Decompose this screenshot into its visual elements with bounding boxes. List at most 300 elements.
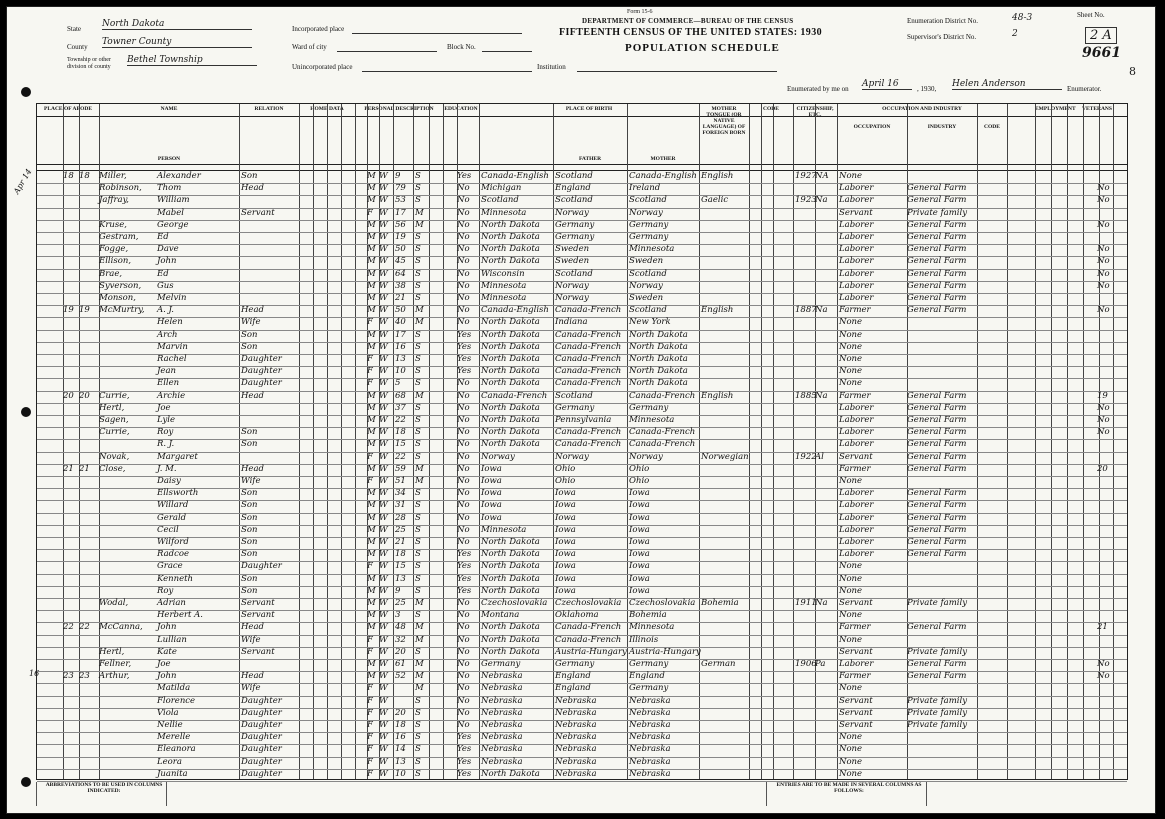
cell-relation: Daughter — [241, 561, 282, 572]
cell-industry: General Farm — [907, 183, 967, 194]
cell-father-bp: Canada-French — [555, 341, 622, 352]
cell-occupation: None — [839, 732, 863, 743]
cell-occupation: None — [839, 610, 863, 621]
cell-age: 15 — [395, 439, 406, 450]
cell-surname: Currie, — [99, 390, 130, 401]
cell-school: No — [457, 646, 470, 657]
ward-label: Ward of city — [292, 43, 327, 51]
cell-marital: M — [415, 207, 424, 218]
cell-marital: S — [415, 329, 421, 340]
state-label: State — [67, 25, 81, 33]
cell-father-bp: Germany — [555, 402, 595, 413]
cell-marital: S — [415, 439, 421, 450]
cell-father-bp: Iowa — [555, 512, 576, 523]
cell-cit: Na — [815, 598, 828, 608]
cell-marital: S — [415, 402, 421, 413]
cell-mother-bp: Norway — [629, 207, 663, 218]
cell-occupation: Laborer — [839, 537, 874, 547]
cell-birthplace: North Dakota — [481, 354, 540, 364]
group-veterans: VETERANS — [1082, 106, 1112, 112]
group-code: CODE — [763, 106, 779, 112]
cell-school: No — [457, 720, 470, 730]
cell-marital: S — [415, 183, 421, 194]
cell-father-bp: Nebraska — [555, 768, 597, 779]
cell-birthplace: North Dakota — [481, 317, 540, 328]
cell-age: 28 — [395, 512, 406, 523]
cell-father-bp: Sweden — [555, 244, 590, 255]
cell-dwelling: 20 — [63, 390, 74, 401]
cell-age: 18 — [395, 549, 406, 560]
cell-sex: F — [367, 207, 373, 218]
cell-occupation: Farmer — [839, 390, 871, 401]
cell-mother-bp: Illinois — [629, 634, 659, 645]
group-education: EDUCATION — [444, 106, 478, 112]
cell-race: W — [379, 317, 388, 328]
cell-marital: M — [415, 659, 424, 669]
cell-occupation: Laborer — [839, 524, 874, 535]
cell-industry: General Farm — [907, 390, 967, 401]
cell-occupation: None — [839, 329, 863, 340]
cell-school: No — [457, 317, 470, 328]
cell-birthplace: North Dakota — [481, 256, 540, 267]
cell-industry: General Farm — [907, 195, 967, 206]
cell-immig: 1906 — [795, 659, 817, 669]
cell-surname: Hertl, — [99, 402, 125, 413]
cell-industry: General Farm — [907, 537, 967, 547]
table-row — [37, 427, 1127, 440]
cell-race: W — [379, 512, 388, 523]
cell-race: W — [379, 366, 388, 377]
cell-occupation: Servant — [839, 695, 873, 706]
cell-given: John — [157, 256, 177, 267]
cell-race: W — [379, 207, 388, 218]
cell-school: No — [457, 207, 470, 218]
cell-industry: Private family — [907, 646, 968, 657]
table-row — [37, 525, 1127, 538]
cell-mother-bp: North Dakota — [629, 329, 688, 340]
subheader-mother: MOTHER — [650, 156, 676, 162]
cell-mother-bp: Scotland — [629, 195, 667, 206]
cell-school: Yes — [457, 549, 472, 560]
cell-age: 14 — [395, 744, 406, 755]
cell-sex: M — [367, 219, 376, 230]
cell-age: 15 — [395, 561, 406, 572]
cell-sex: M — [367, 268, 376, 279]
cell-school: No — [457, 524, 470, 535]
cell-mother-bp: Iowa — [629, 561, 650, 572]
cell-school: Yes — [457, 341, 472, 352]
cell-sex: M — [367, 549, 376, 560]
cell-cit: Al — [815, 451, 824, 462]
cell-relation: Head — [241, 671, 264, 682]
table-row — [37, 598, 1127, 611]
cell-marital: M — [415, 317, 424, 328]
cell-industry: General Farm — [907, 488, 967, 499]
cell-surname: Kruse, — [99, 219, 127, 230]
cell-school: No — [457, 232, 470, 242]
cell-dwelling: 19 — [63, 305, 74, 316]
cell-given: Marvin — [157, 341, 188, 352]
cell-school: No — [457, 195, 470, 206]
cell-given: Grace — [157, 561, 183, 572]
cell-given: A. J. — [157, 305, 174, 316]
cell-given: Jean — [157, 366, 176, 377]
cell-surname: Miller, — [99, 171, 127, 181]
footer-entries-detail — [926, 782, 1129, 806]
cell-occupation: None — [839, 378, 863, 389]
cell-father-bp: Nebraska — [555, 732, 597, 743]
cell-birthplace: North Dakota — [481, 634, 540, 645]
cell-age: 9 — [395, 585, 401, 596]
unincorporated-line — [362, 63, 532, 72]
cell-birthplace: North Dakota — [481, 341, 540, 352]
cell-family: 19 — [79, 305, 90, 316]
table-row — [37, 342, 1127, 355]
cell-race: W — [379, 646, 388, 657]
cell-age: 38 — [395, 280, 406, 291]
cell-relation: Daughter — [241, 695, 282, 706]
cell-school: No — [457, 622, 470, 633]
cell-school: No — [457, 219, 470, 230]
table-row — [37, 683, 1127, 696]
cell-given: Wilford — [157, 537, 189, 547]
cell-relation: Wife — [241, 683, 261, 694]
census-footer — [36, 782, 1128, 806]
cell-mother-bp: Nebraska — [629, 695, 671, 706]
cell-father-bp: Nebraska — [555, 744, 597, 755]
cell-father-bp: Austria-Hungary — [555, 646, 627, 657]
cell-race: W — [379, 732, 388, 743]
cell-birthplace: North Dakota — [481, 366, 540, 377]
cell-occupation: None — [839, 634, 863, 645]
cell-age: 22 — [395, 415, 406, 425]
cell-birthplace: North Dakota — [481, 561, 540, 572]
cell-marital: S — [415, 244, 421, 255]
cell-marital: S — [415, 171, 421, 181]
cell-mother-bp: Iowa — [629, 549, 650, 560]
cell-birthplace: Minnesota — [481, 280, 527, 291]
cell-vet: 21 — [1097, 622, 1108, 633]
table-row — [37, 732, 1127, 745]
cell-vet: No — [1097, 415, 1110, 425]
cell-father-bp: Pennsylvania — [555, 415, 612, 425]
cell-surname: Gestram, — [99, 232, 139, 242]
margin-note-apr16: 16 — [29, 669, 40, 678]
cell-mother-bp: Iowa — [629, 573, 650, 584]
cell-tongue: Bohemia — [701, 598, 739, 608]
cell-race: W — [379, 598, 388, 608]
cell-birthplace: Nebraska — [481, 695, 523, 706]
cell-father-bp: Iowa — [555, 500, 576, 511]
cell-age: 25 — [395, 598, 406, 608]
table-row — [37, 354, 1127, 367]
cell-sex: F — [367, 561, 373, 572]
cell-race: W — [379, 232, 388, 242]
cell-occupation: Laborer — [839, 415, 874, 425]
cell-school: Yes — [457, 366, 472, 377]
cell-vet: No — [1097, 219, 1110, 230]
cell-sex: M — [367, 512, 376, 523]
cell-age: 16 — [395, 341, 406, 352]
cell-mother-bp: Germany — [629, 402, 669, 413]
cell-race: W — [379, 524, 388, 535]
cell-sex: F — [367, 707, 373, 718]
cell-given: Merelle — [157, 732, 191, 743]
table-row — [37, 561, 1127, 574]
cell-vet: No — [1097, 268, 1110, 279]
cell-father-bp: Canada-French — [555, 378, 622, 389]
cell-birthplace: North Dakota — [481, 244, 540, 255]
enum-district-label: Enumeration District No. — [907, 17, 978, 25]
cell-sex: M — [367, 171, 376, 181]
cell-age: 25 — [395, 524, 406, 535]
cell-father-bp: Canada-French — [555, 354, 622, 364]
cell-father-bp: Canada-French — [555, 439, 622, 450]
cell-marital: S — [415, 268, 421, 279]
cell-school: No — [457, 634, 470, 645]
cell-marital: S — [415, 378, 421, 389]
cell-age: 59 — [395, 463, 406, 474]
cell-father-bp: England — [555, 683, 591, 694]
institution-line — [577, 63, 777, 72]
cell-sex: M — [367, 500, 376, 511]
cell-birthplace: Nebraska — [481, 756, 523, 767]
cell-industry: General Farm — [907, 256, 967, 267]
table-row — [37, 208, 1127, 221]
cell-sex: M — [367, 598, 376, 608]
cell-occupation: Laborer — [839, 219, 874, 230]
cell-industry: Private family — [907, 720, 968, 730]
punch-hole — [21, 87, 31, 97]
cell-age: 13 — [395, 756, 406, 767]
cell-father-bp: Canada-French — [555, 427, 622, 438]
cell-mother-bp: Nebraska — [629, 768, 671, 779]
table-row — [37, 183, 1127, 196]
cell-sex: M — [367, 280, 376, 291]
cell-industry: General Farm — [907, 402, 967, 413]
cell-mother-bp: North Dakota — [629, 378, 688, 389]
township-value: Bethel Township — [127, 55, 257, 66]
cell-surname: Sagen, — [99, 415, 129, 425]
cell-age: 21 — [395, 293, 406, 303]
cell-mother-bp: Austria-Hungary — [629, 646, 701, 657]
cell-relation: Son — [241, 439, 258, 450]
cell-industry: General Farm — [907, 305, 967, 316]
cell-father-bp: Indiana — [555, 317, 588, 328]
cell-relation: Daughter — [241, 768, 282, 779]
cell-race: W — [379, 268, 388, 279]
cell-race: W — [379, 659, 388, 669]
cell-marital: S — [415, 720, 421, 730]
sheet-label: Sheet No. — [1077, 11, 1105, 19]
cell-school: No — [457, 415, 470, 425]
block-line — [482, 43, 532, 52]
cell-sex: M — [367, 183, 376, 194]
cell-race: W — [379, 537, 388, 547]
cell-occupation: Laborer — [839, 183, 874, 194]
cell-sex: M — [367, 622, 376, 633]
cell-given: Roy — [157, 427, 174, 438]
cell-birthplace: Montana — [481, 610, 520, 621]
cell-father-bp: Germany — [555, 232, 595, 242]
cell-occupation: Laborer — [839, 549, 874, 560]
cell-race: W — [379, 768, 388, 779]
cell-father-bp: Ohio — [555, 476, 576, 486]
cell-race: W — [379, 610, 388, 621]
cell-birthplace: Minnesota — [481, 524, 527, 535]
cell-sex: F — [367, 683, 373, 694]
cell-sex: M — [367, 537, 376, 547]
cell-relation: Son — [241, 524, 258, 535]
enum-district-value: 48-3 — [1012, 13, 1033, 23]
cell-marital: S — [415, 195, 421, 206]
cell-sex: M — [367, 573, 376, 584]
cell-cit: Na — [815, 390, 828, 401]
cell-sex: M — [367, 305, 376, 316]
cell-occupation: Laborer — [839, 268, 874, 279]
cell-father-bp: Ohio — [555, 463, 576, 474]
cell-school: Yes — [457, 354, 472, 364]
cell-sex: F — [367, 476, 373, 486]
table-row — [37, 403, 1127, 416]
cell-school: No — [457, 244, 470, 255]
cell-father-bp: Oklahoma — [555, 610, 599, 621]
cell-given: Mabel — [157, 207, 184, 218]
cell-school: No — [457, 695, 470, 706]
incorporated-line — [352, 25, 522, 34]
cell-tongue: German — [701, 659, 736, 669]
cell-given: Florence — [157, 695, 196, 706]
cell-race: W — [379, 244, 388, 255]
cell-relation: Servant — [241, 610, 275, 621]
cell-father-bp: Germany — [555, 659, 595, 669]
cell-race: W — [379, 402, 388, 413]
cell-marital: S — [415, 512, 421, 523]
cell-relation: Son — [241, 512, 258, 523]
group-name: NAME — [160, 106, 178, 112]
subheader-father: FATHER — [578, 156, 602, 162]
cell-race: W — [379, 280, 388, 291]
cell-given: Joe — [157, 402, 171, 413]
cell-race: W — [379, 488, 388, 499]
cell-marital: S — [415, 415, 421, 425]
cell-school: No — [457, 659, 470, 669]
cell-given: Lyle — [157, 415, 176, 425]
cell-occupation: Laborer — [839, 195, 874, 206]
cell-sex: F — [367, 317, 373, 328]
cell-occupation: None — [839, 585, 863, 596]
cell-school: No — [457, 610, 470, 621]
cell-family: 21 — [79, 463, 90, 474]
cell-birthplace: Czechoslovakia — [481, 598, 548, 608]
census-title: FIFTEENTH CENSUS OF THE UNITED STATES: 1930 — [559, 27, 822, 38]
cell-father-bp: Nebraska — [555, 756, 597, 767]
cell-given: Arch — [157, 329, 178, 340]
cell-given: Gerald — [157, 512, 187, 523]
cell-marital: S — [415, 293, 421, 303]
table-row — [37, 378, 1127, 391]
cell-father-bp: Sweden — [555, 256, 590, 267]
cell-age: 50 — [395, 305, 406, 316]
cell-occupation: Farmer — [839, 671, 871, 682]
cell-cit: Pa — [815, 659, 826, 669]
cell-father-bp: Canada-French — [555, 366, 622, 377]
cell-family: 23 — [79, 671, 90, 682]
cell-birthplace: Minnesota — [481, 293, 527, 303]
cell-race: W — [379, 183, 388, 194]
table-row — [37, 769, 1127, 782]
cell-mother-bp: Canada-French — [629, 427, 696, 438]
cell-school: Yes — [457, 573, 472, 584]
cell-given: Alexander — [157, 171, 201, 181]
cell-school: No — [457, 305, 470, 316]
table-row — [37, 439, 1127, 452]
cell-sex: M — [367, 671, 376, 682]
cell-mother-bp: Iowa — [629, 500, 650, 511]
cell-school: No — [457, 512, 470, 523]
cell-father-bp: Iowa — [555, 537, 576, 547]
stamp-number: 9661 — [1082, 45, 1121, 61]
cell-marital: S — [415, 366, 421, 377]
cell-mother-bp: New York — [629, 317, 671, 328]
table-row — [37, 330, 1127, 343]
table-row — [37, 269, 1127, 282]
cell-father-bp: Canada-French — [555, 305, 622, 316]
cell-industry: General Farm — [907, 415, 967, 425]
cell-sex: M — [367, 232, 376, 242]
cell-race: W — [379, 744, 388, 755]
cell-sex: M — [367, 585, 376, 596]
cell-industry: Private family — [907, 207, 968, 218]
table-row — [37, 476, 1127, 489]
cell-industry: General Farm — [907, 524, 967, 535]
cell-father-bp: Canada-French — [555, 622, 622, 633]
cell-age: 20 — [395, 646, 406, 657]
footer-entries: ENTRIES ARE TO BE MADE IN SEVERAL COLUMNS AS FOLLOWS: — [766, 782, 929, 806]
cell-school: No — [457, 537, 470, 547]
cell-dwelling: 18 — [63, 171, 74, 181]
table-row — [37, 574, 1127, 587]
cell-relation: Wife — [241, 317, 261, 328]
table-row — [37, 635, 1127, 648]
cell-school: No — [457, 707, 470, 718]
cell-marital: S — [415, 488, 421, 499]
cell-father-bp: Iowa — [555, 524, 576, 535]
cell-occupation: Servant — [839, 646, 873, 657]
cell-school: No — [457, 427, 470, 438]
cell-birthplace: Michigan — [481, 183, 522, 194]
group-relation: RELATION — [254, 106, 284, 112]
cell-mother-bp: Iowa — [629, 537, 650, 547]
cell-given: Rachel — [157, 354, 187, 364]
cell-occupation: Servant — [839, 207, 873, 218]
cell-industry: General Farm — [907, 293, 967, 303]
cell-given: Ellsworth — [157, 488, 199, 499]
cell-vet: No — [1097, 256, 1110, 267]
cell-industry: General Farm — [907, 280, 967, 291]
cell-occupation: Laborer — [839, 256, 874, 267]
cell-race: W — [379, 171, 388, 181]
table-row — [37, 549, 1127, 562]
cell-sex: F — [367, 451, 373, 462]
cell-birthplace: North Dakota — [481, 585, 540, 596]
cell-sex: F — [367, 732, 373, 743]
cell-race: W — [379, 683, 388, 694]
cell-sex: F — [367, 744, 373, 755]
cell-industry: General Farm — [907, 219, 967, 230]
cell-mother-bp: Bohemia — [629, 610, 667, 621]
table-row — [37, 464, 1127, 477]
